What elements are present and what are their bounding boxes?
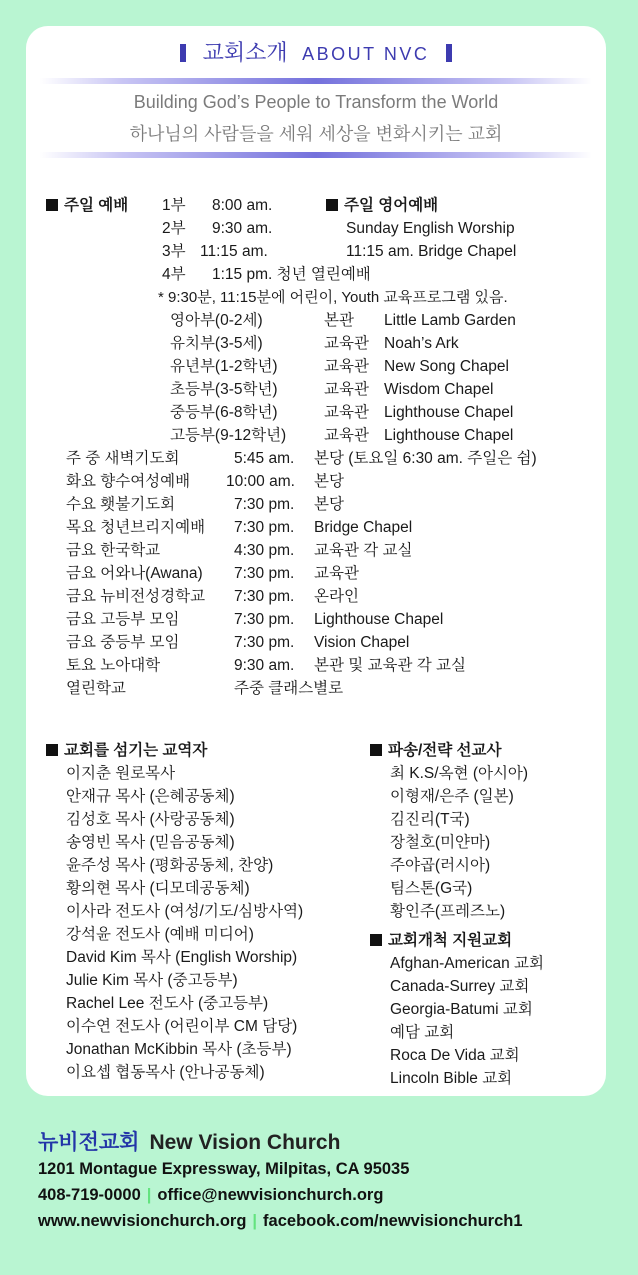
- plant-item: Georgia-Batumi 교회: [390, 1001, 533, 1018]
- slogan-en: Building God’s People to Transform the World: [133, 92, 499, 112]
- minister-item: Jonathan McKibbin 목사 (초등부): [66, 1041, 292, 1058]
- weekly-time: 5:45 am.: [234, 450, 295, 467]
- weekly-place: 교육관: [314, 565, 359, 582]
- missionary-item: 팀스톤(G국): [390, 880, 473, 897]
- minister-item: Rachel Lee 전도사 (중고등부): [66, 995, 269, 1012]
- slogan-ko: 하나님의 사람들을 세워 세상을 변화시키는 교회: [129, 124, 503, 144]
- service-time: 8:00 am.: [212, 197, 273, 214]
- church-address: 1201 Montague Expressway, Milpitas, CA 95035: [38, 1160, 410, 1178]
- weekly-time: 주중 클래스별로: [234, 680, 344, 697]
- minister-item: 이수연 전도사 (어린이부 CM 담당): [66, 1018, 298, 1035]
- plant-item: Canada-Surrey 교회: [390, 978, 530, 995]
- plant-item: Lincoln Bible 교회: [390, 1070, 513, 1087]
- church-name-ko: 뉴비전교회: [38, 1131, 140, 1154]
- minister-item: 김성호 목사 (사랑공동체): [66, 811, 235, 828]
- weekly-time: 4:30 pm.: [234, 542, 295, 559]
- edu-building: 교육관: [324, 335, 369, 352]
- edu-building: 교육관: [324, 427, 369, 444]
- minister-item: 황의현 목사 (디모데공동체): [66, 880, 250, 897]
- weekly-place: 본관 및 교육관 각 교실: [314, 657, 466, 674]
- service-label: 1부: [162, 197, 186, 214]
- edu-place: Lighthouse Chapel: [384, 404, 514, 421]
- minister-item: 이사라 전도사 (여성/기도/심방사역): [66, 903, 304, 920]
- edu-dept: 중등부(6-8학년): [170, 404, 278, 421]
- edu-place: Noah’s Ark: [384, 335, 459, 352]
- plants-title: 교회개척 지원교회: [370, 931, 512, 951]
- header-title-en: ABOUT NVC: [302, 44, 430, 64]
- edu-dept: 유치부(3-5세): [170, 335, 263, 352]
- worship-note: * 9:30분, 11:15분에 어린이, Youth 교육프로그램 있음.: [158, 289, 508, 306]
- weekly-place: Vision Chapel: [314, 634, 410, 651]
- missionary-item: 최 K.S/옥현 (아시아): [390, 765, 529, 782]
- missionary-item: 장철호(미얀마): [390, 834, 491, 851]
- minister-item: 안재규 목사 (은혜공동체): [66, 788, 235, 805]
- weekly-name: 수요 횃불기도회: [66, 496, 176, 513]
- church-name: [38, 1130, 340, 1158]
- minister-item: 강석윤 전도사 (예배 미디어): [66, 926, 254, 943]
- english-worship-title: 주일 영어예배: [326, 196, 438, 216]
- weekly-time: 9:30 am.: [234, 657, 295, 674]
- weekly-time: 7:30 pm.: [234, 611, 295, 628]
- edu-place: Wisdom Chapel: [384, 381, 494, 398]
- missionary-item: 황인주(프레즈노): [390, 903, 506, 920]
- square-bullet-icon: [326, 199, 338, 211]
- edu-dept: 유년부(1-2학년): [170, 358, 278, 375]
- weekly-place: 본당: [314, 496, 344, 513]
- missionary-item: 김진리(T국): [390, 811, 470, 828]
- weekly-name: 금요 어와나(Awana): [66, 565, 203, 582]
- missionary-item: 이형재/은주 (일본): [390, 788, 514, 805]
- service-label: 3부: [162, 243, 186, 260]
- weekly-place: 본당: [314, 473, 344, 490]
- weekly-name: 금요 중등부 모임: [66, 634, 180, 651]
- english-worship-line1: Sunday English Worship: [346, 220, 515, 237]
- edu-building: 교육관: [324, 381, 369, 398]
- missionaries-title: 파송/전략 선교사: [370, 741, 501, 761]
- ministers-title: 교회를 섬기는 교역자: [46, 741, 207, 761]
- service-label: 2부: [162, 220, 186, 237]
- separator: |: [146, 1186, 152, 1204]
- content: [18, 16, 638, 1256]
- plant-item: 예담 교회: [390, 1024, 455, 1041]
- weekly-name: 화요 향수여성예배: [66, 473, 191, 490]
- square-bullet-icon: [370, 934, 382, 946]
- weekly-name: 목요 청년브리지예배: [66, 519, 206, 536]
- phone-number: 408-719-0000: [38, 1186, 141, 1204]
- weekly-place: Bridge Chapel: [314, 519, 413, 536]
- weekly-name: 금요 뉴비전성경학교: [66, 588, 206, 605]
- weekly-time: 10:00 am.: [226, 473, 295, 490]
- square-bullet-icon: [370, 744, 382, 756]
- church-name-en: New Vision Church: [149, 1131, 341, 1154]
- weekly-name: 토요 노아대학: [66, 657, 161, 674]
- web-line: [38, 1211, 523, 1231]
- plant-item: Roca De Vida 교회: [390, 1047, 520, 1064]
- service-label: 4부: [162, 266, 186, 283]
- edu-place: Little Lamb Garden: [384, 312, 516, 329]
- website-link[interactable]: www.newvisionchurch.org: [38, 1212, 247, 1230]
- service-time: 11:15 am.: [200, 243, 268, 260]
- weekly-place: 교육관 각 교실: [314, 542, 413, 559]
- weekly-time: 7:30 pm.: [234, 634, 295, 651]
- minister-item: 윤주성 목사 (평화공동체, 찬양): [66, 857, 274, 874]
- weekly-name: 열린학교: [66, 680, 126, 697]
- weekly-time: 7:30 pm.: [234, 588, 295, 605]
- minister-item: 이지춘 원로목사: [66, 765, 176, 782]
- edu-place: New Song Chapel: [384, 358, 509, 375]
- weekly-time: 7:30 pm.: [234, 565, 295, 582]
- square-bullet-icon: [46, 744, 58, 756]
- edu-building: 교육관: [324, 404, 369, 421]
- weekly-place: 온라인: [314, 588, 359, 605]
- header-title-ko: 교회소개: [202, 40, 288, 65]
- edu-building: 교육관: [324, 358, 369, 375]
- facebook-link[interactable]: facebook.com/newvisionchurch1: [263, 1212, 523, 1230]
- email-link[interactable]: office@newvisionchurch.org: [157, 1186, 384, 1204]
- weekly-name: 주 중 새벽기도회: [66, 450, 180, 467]
- edu-building: 본관: [324, 312, 354, 329]
- edu-dept: 고등부(9-12학년): [170, 427, 287, 444]
- weekly-place: 본당 (토요일 6:30 am. 주일은 쉼): [314, 450, 537, 467]
- weekly-name: 금요 고등부 모임: [66, 611, 180, 628]
- minister-item: David Kim 목사 (English Worship): [66, 949, 298, 966]
- weekly-name: 금요 한국학교: [66, 542, 161, 559]
- square-bullet-icon: [46, 199, 58, 211]
- minister-item: 이요셉 협동목사 (안나공동체): [66, 1064, 265, 1081]
- service-time: 9:30 am.: [212, 220, 273, 237]
- service-time: 1:15 pm. 청년 열린예배: [212, 266, 371, 283]
- edu-dept: 영아부(0-2세): [170, 312, 263, 329]
- plant-item: Afghan-American 교회: [390, 955, 545, 972]
- edu-dept: 초등부(3-5학년): [170, 381, 278, 398]
- edu-place: Lighthouse Chapel: [384, 427, 514, 444]
- minister-item: Julie Kim 목사 (중고등부): [66, 972, 238, 989]
- english-worship-line2: 11:15 am. Bridge Chapel: [346, 243, 517, 260]
- weekly-time: 7:30 pm.: [234, 519, 295, 536]
- weekly-time: 7:30 pm.: [234, 496, 295, 513]
- missionary-item: 주야곱(러시아): [390, 857, 491, 874]
- minister-item: 송영빈 목사 (믿음공동체): [66, 834, 235, 851]
- separator: |: [252, 1212, 258, 1230]
- weekly-place: Lighthouse Chapel: [314, 611, 444, 628]
- worship-title: 주일 예배: [46, 196, 128, 216]
- contact-line: [38, 1185, 383, 1205]
